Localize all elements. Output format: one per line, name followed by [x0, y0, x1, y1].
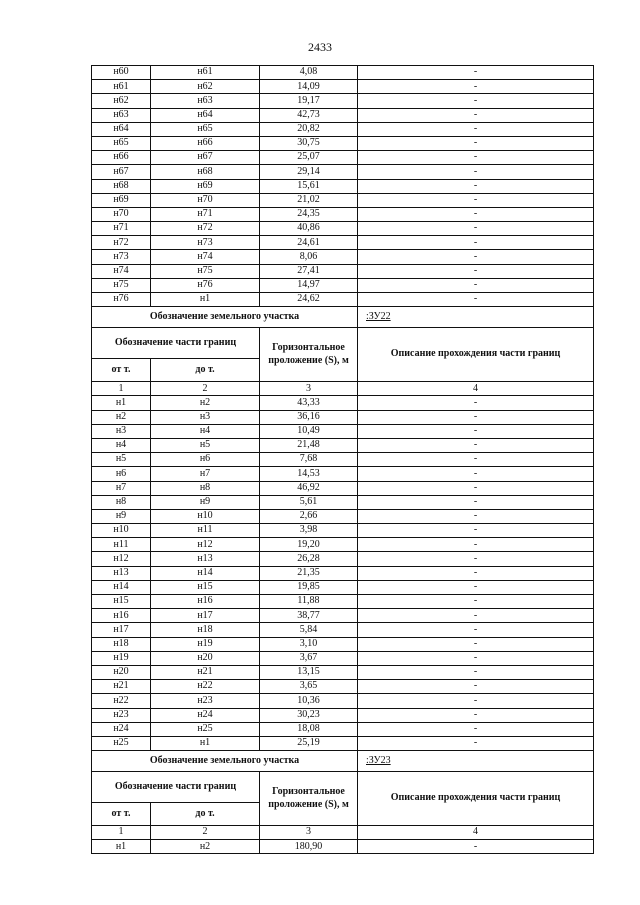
- column-number: 3: [260, 826, 358, 840]
- to-point-cell: н2: [151, 840, 260, 854]
- table-row: [92, 207, 594, 221]
- to-point-cell: н71: [151, 207, 260, 221]
- column-number: 4: [358, 382, 594, 396]
- description-cell: -: [358, 580, 594, 594]
- from-point-cell: н9: [92, 509, 151, 523]
- table-row: [92, 481, 594, 495]
- length-cell: 19,17: [260, 94, 358, 108]
- table-row: [92, 467, 594, 481]
- from-point-cell: н17: [92, 623, 151, 637]
- description-cell: -: [358, 250, 594, 264]
- to-point-cell: н76: [151, 278, 260, 292]
- to-point-cell: н21: [151, 665, 260, 679]
- table-row: [92, 665, 594, 679]
- description-cell: -: [358, 708, 594, 722]
- table-row: [92, 722, 594, 736]
- length-cell: 19,85: [260, 580, 358, 594]
- from-point-cell: н67: [92, 165, 151, 179]
- table-row: [92, 840, 594, 854]
- table-row: [92, 136, 594, 150]
- from-point-cell: н24: [92, 722, 151, 736]
- section-title-row: [92, 751, 594, 772]
- to-point-cell: н75: [151, 264, 260, 278]
- description-cell: -: [358, 278, 594, 292]
- to-point-cell: н62: [151, 80, 260, 94]
- description-cell: -: [358, 80, 594, 94]
- description-cell: -: [358, 193, 594, 207]
- table-row: [92, 623, 594, 637]
- length-cell: 21,35: [260, 566, 358, 580]
- to-point-cell: н17: [151, 609, 260, 623]
- length-cell: 25,07: [260, 151, 358, 165]
- description-cell: -: [358, 595, 594, 609]
- from-point-cell: н5: [92, 453, 151, 467]
- description-cell: -: [358, 566, 594, 580]
- length-cell: 180,90: [260, 840, 358, 854]
- length-cell: 7,68: [260, 453, 358, 467]
- from-point-cell: н1: [92, 840, 151, 854]
- from-point-cell: н22: [92, 694, 151, 708]
- to-point-cell: н73: [151, 236, 260, 250]
- from-point-cell: н2: [92, 410, 151, 424]
- description-cell: -: [358, 165, 594, 179]
- from-point-cell: н8: [92, 495, 151, 509]
- table-row: [92, 538, 594, 552]
- parcel-title: Обозначение земельного участка: [92, 751, 358, 772]
- to-point-cell: н8: [151, 481, 260, 495]
- to-point-cell: н22: [151, 680, 260, 694]
- section-header-row: [92, 772, 594, 803]
- description-cell: -: [358, 438, 594, 452]
- from-point-cell: н64: [92, 122, 151, 136]
- parcel-title: Обозначение земельного участка: [92, 307, 358, 328]
- table-row: [92, 293, 594, 307]
- from-point-cell: н69: [92, 193, 151, 207]
- to-point-cell: н68: [151, 165, 260, 179]
- table-row: [92, 80, 594, 94]
- description-cell: -: [358, 222, 594, 236]
- to-point-cell: н65: [151, 122, 260, 136]
- length-cell: 3,67: [260, 651, 358, 665]
- column-number: 2: [151, 826, 260, 840]
- header-boundary-parts: Обозначение части границ: [92, 772, 260, 803]
- to-point-cell: н10: [151, 509, 260, 523]
- description-cell: -: [358, 623, 594, 637]
- from-point-cell: н21: [92, 680, 151, 694]
- from-point-cell: н4: [92, 438, 151, 452]
- length-cell: 36,16: [260, 410, 358, 424]
- description-cell: -: [358, 410, 594, 424]
- table-row: [92, 453, 594, 467]
- length-cell: 24,61: [260, 236, 358, 250]
- from-point-cell: н19: [92, 651, 151, 665]
- to-point-cell: н63: [151, 94, 260, 108]
- table-row: [92, 278, 594, 292]
- to-point-cell: н12: [151, 538, 260, 552]
- to-point-cell: н18: [151, 623, 260, 637]
- length-cell: 10,49: [260, 424, 358, 438]
- table-row: [92, 495, 594, 509]
- header-from-point: от т.: [92, 803, 151, 826]
- table-row: [92, 410, 594, 424]
- header-from-point: от т.: [92, 359, 151, 382]
- table-row: [92, 637, 594, 651]
- header-boundary-parts: Обозначение части границ: [92, 328, 260, 359]
- table-row: [92, 236, 594, 250]
- table-row: [92, 509, 594, 523]
- description-cell: -: [358, 722, 594, 736]
- from-point-cell: н76: [92, 293, 151, 307]
- length-cell: 8,06: [260, 250, 358, 264]
- length-cell: 19,20: [260, 538, 358, 552]
- to-point-cell: н70: [151, 193, 260, 207]
- description-cell: -: [358, 151, 594, 165]
- to-point-cell: н61: [151, 66, 260, 80]
- from-point-cell: н11: [92, 538, 151, 552]
- header-description: Описание прохождения части границ: [358, 772, 594, 826]
- length-cell: 18,08: [260, 722, 358, 736]
- description-cell: -: [358, 840, 594, 854]
- description-cell: -: [358, 467, 594, 481]
- from-point-cell: н3: [92, 424, 151, 438]
- length-cell: 15,61: [260, 179, 358, 193]
- parcel-code: :ЗУ22: [358, 307, 594, 328]
- column-number: 1: [92, 382, 151, 396]
- length-cell: 5,61: [260, 495, 358, 509]
- to-point-cell: н24: [151, 708, 260, 722]
- table-row: [92, 66, 594, 80]
- from-point-cell: н25: [92, 736, 151, 750]
- description-cell: -: [358, 538, 594, 552]
- description-cell: -: [358, 651, 594, 665]
- to-point-cell: н2: [151, 396, 260, 410]
- to-point-cell: н4: [151, 424, 260, 438]
- to-point-cell: н16: [151, 595, 260, 609]
- description-cell: -: [358, 108, 594, 122]
- length-cell: 4,08: [260, 66, 358, 80]
- to-point-cell: н3: [151, 410, 260, 424]
- to-point-cell: н9: [151, 495, 260, 509]
- from-point-cell: н73: [92, 250, 151, 264]
- length-cell: 21,02: [260, 193, 358, 207]
- description-cell: -: [358, 524, 594, 538]
- to-point-cell: н67: [151, 151, 260, 165]
- length-cell: 40,86: [260, 222, 358, 236]
- table-row: [92, 524, 594, 538]
- from-point-cell: н68: [92, 179, 151, 193]
- from-point-cell: н6: [92, 467, 151, 481]
- description-cell: -: [358, 179, 594, 193]
- table-row: [92, 122, 594, 136]
- length-cell: 5,84: [260, 623, 358, 637]
- length-cell: 29,14: [260, 165, 358, 179]
- length-cell: 46,92: [260, 481, 358, 495]
- to-point-cell: н6: [151, 453, 260, 467]
- description-cell: -: [358, 481, 594, 495]
- page-number: 2433: [308, 40, 332, 54]
- from-point-cell: н13: [92, 566, 151, 580]
- table-row: [92, 708, 594, 722]
- length-cell: 24,35: [260, 207, 358, 221]
- header-to-point: до т.: [151, 359, 260, 382]
- description-cell: -: [358, 236, 594, 250]
- description-cell: -: [358, 453, 594, 467]
- description-cell: -: [358, 509, 594, 523]
- from-point-cell: н10: [92, 524, 151, 538]
- column-number-row: [92, 826, 594, 840]
- header-horizontal-length: Горизонтальное проложение (S), м: [260, 772, 358, 826]
- column-number: 2: [151, 382, 260, 396]
- description-cell: -: [358, 293, 594, 307]
- header-horizontal-length: Горизонтальное проложение (S), м: [260, 328, 358, 382]
- table-row: [92, 595, 594, 609]
- from-point-cell: н74: [92, 264, 151, 278]
- to-point-cell: н19: [151, 637, 260, 651]
- boundary-table: [91, 65, 594, 854]
- length-cell: 30,75: [260, 136, 358, 150]
- to-point-cell: н66: [151, 136, 260, 150]
- header-description: Описание прохождения части границ: [358, 328, 594, 382]
- from-point-cell: н7: [92, 481, 151, 495]
- from-point-cell: н71: [92, 222, 151, 236]
- from-point-cell: н70: [92, 207, 151, 221]
- length-cell: 2,66: [260, 509, 358, 523]
- length-cell: 14,53: [260, 467, 358, 481]
- from-point-cell: н23: [92, 708, 151, 722]
- description-cell: -: [358, 609, 594, 623]
- header-to-point: до т.: [151, 803, 260, 826]
- length-cell: 27,41: [260, 264, 358, 278]
- section-header-row: [92, 328, 594, 359]
- length-cell: 14,97: [260, 278, 358, 292]
- description-cell: -: [358, 552, 594, 566]
- length-cell: 25,19: [260, 736, 358, 750]
- to-point-cell: н69: [151, 179, 260, 193]
- column-number-row: [92, 382, 594, 396]
- length-cell: 42,73: [260, 108, 358, 122]
- from-point-cell: н18: [92, 637, 151, 651]
- length-cell: 38,77: [260, 609, 358, 623]
- table-row: [92, 264, 594, 278]
- table-row: [92, 151, 594, 165]
- column-number: 3: [260, 382, 358, 396]
- description-cell: -: [358, 136, 594, 150]
- table-row: [92, 424, 594, 438]
- description-cell: -: [358, 264, 594, 278]
- description-cell: -: [358, 66, 594, 80]
- length-cell: 3,65: [260, 680, 358, 694]
- description-cell: -: [358, 207, 594, 221]
- from-point-cell: н65: [92, 136, 151, 150]
- table-row: [92, 566, 594, 580]
- description-cell: -: [358, 122, 594, 136]
- from-point-cell: н14: [92, 580, 151, 594]
- table-row: [92, 552, 594, 566]
- length-cell: 24,62: [260, 293, 358, 307]
- table-row: [92, 193, 594, 207]
- table-row: [92, 694, 594, 708]
- length-cell: 30,23: [260, 708, 358, 722]
- length-cell: 3,10: [260, 637, 358, 651]
- table-row: [92, 94, 594, 108]
- length-cell: 11,88: [260, 595, 358, 609]
- length-cell: 14,09: [260, 80, 358, 94]
- description-cell: -: [358, 680, 594, 694]
- to-point-cell: н5: [151, 438, 260, 452]
- from-point-cell: н66: [92, 151, 151, 165]
- description-cell: -: [358, 424, 594, 438]
- to-point-cell: н14: [151, 566, 260, 580]
- length-cell: 43,33: [260, 396, 358, 410]
- from-point-cell: н12: [92, 552, 151, 566]
- table-row: [92, 250, 594, 264]
- table-row: [92, 580, 594, 594]
- length-cell: 26,28: [260, 552, 358, 566]
- from-point-cell: н60: [92, 66, 151, 80]
- table-row: [92, 108, 594, 122]
- to-point-cell: н25: [151, 722, 260, 736]
- table-row: [92, 438, 594, 452]
- description-cell: -: [358, 637, 594, 651]
- from-point-cell: н15: [92, 595, 151, 609]
- length-cell: 3,98: [260, 524, 358, 538]
- to-point-cell: н64: [151, 108, 260, 122]
- table-row: [92, 736, 594, 750]
- from-point-cell: н72: [92, 236, 151, 250]
- from-point-cell: н1: [92, 396, 151, 410]
- description-cell: -: [358, 736, 594, 750]
- length-cell: 13,15: [260, 665, 358, 679]
- to-point-cell: н74: [151, 250, 260, 264]
- from-point-cell: н62: [92, 94, 151, 108]
- from-point-cell: н63: [92, 108, 151, 122]
- column-number: 1: [92, 826, 151, 840]
- table-row: [92, 396, 594, 410]
- description-cell: -: [358, 694, 594, 708]
- from-point-cell: н61: [92, 80, 151, 94]
- section-title-row: [92, 307, 594, 328]
- description-cell: -: [358, 396, 594, 410]
- to-point-cell: н1: [151, 293, 260, 307]
- to-point-cell: н15: [151, 580, 260, 594]
- length-cell: 10,36: [260, 694, 358, 708]
- to-point-cell: н13: [151, 552, 260, 566]
- length-cell: 21,48: [260, 438, 358, 452]
- table-row: [92, 680, 594, 694]
- to-point-cell: н7: [151, 467, 260, 481]
- table-row: [92, 222, 594, 236]
- parcel-code: :ЗУ23: [358, 751, 594, 772]
- from-point-cell: н16: [92, 609, 151, 623]
- from-point-cell: н20: [92, 665, 151, 679]
- to-point-cell: н20: [151, 651, 260, 665]
- table-row: [92, 165, 594, 179]
- to-point-cell: н1: [151, 736, 260, 750]
- column-number: 4: [358, 826, 594, 840]
- length-cell: 20,82: [260, 122, 358, 136]
- description-cell: -: [358, 94, 594, 108]
- table-row: [92, 609, 594, 623]
- description-cell: -: [358, 665, 594, 679]
- from-point-cell: н75: [92, 278, 151, 292]
- to-point-cell: н23: [151, 694, 260, 708]
- to-point-cell: н72: [151, 222, 260, 236]
- to-point-cell: н11: [151, 524, 260, 538]
- table-row: [92, 179, 594, 193]
- table-row: [92, 651, 594, 665]
- description-cell: -: [358, 495, 594, 509]
